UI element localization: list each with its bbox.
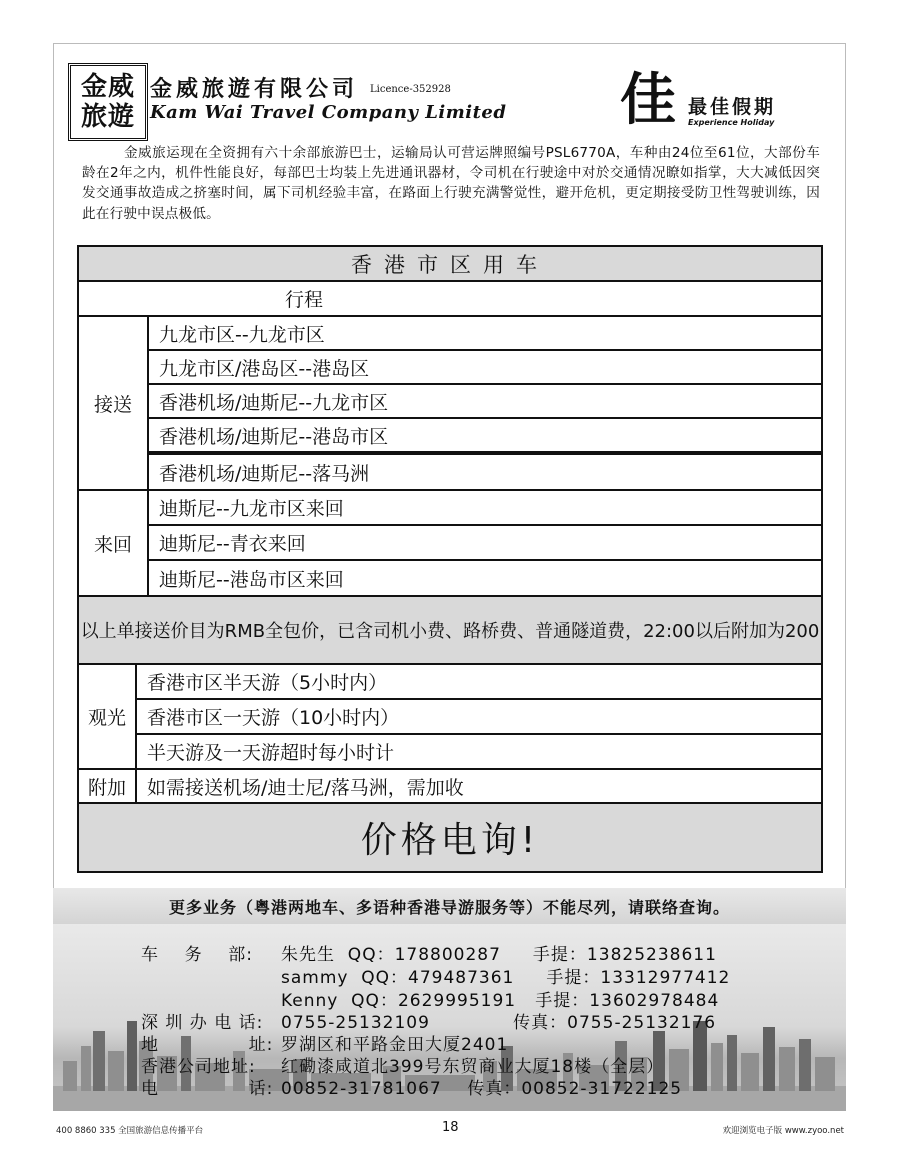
licence-number: Licence-352928 (370, 84, 451, 95)
list-item: 迪斯尼--青衣来回 (147, 524, 823, 561)
list-item: 九龙市区--九龙市区 (147, 315, 823, 351)
fleet-contact-2: sammy QQ：479487361 手提：13312977412 (281, 968, 731, 988)
company-logo (68, 63, 148, 141)
page-number: 18 (442, 1120, 459, 1135)
hk-address-label: 香港公司地址: (141, 1057, 256, 1077)
service-table (77, 245, 823, 873)
category-transfer: 接送 (77, 315, 149, 491)
contact-block (53, 924, 846, 1111)
intro-paragraph: 金威旅运现在全资拥有六十余部旅游巴士，运输局认可营运牌照编号PSL6770A，车种由24位至61位，大部份车龄在2年之内，机件性能良好，每部巴士均装上先进通讯器材，令司机在行驶途中对於交通情况瞭如指掌，大大减低因突发交通事故造成之挤塞时间，属下司机经验丰富，在路面上行驶充满警觉性，避开危机，更定期接受防卫性驾驶训练，因此在行驶中误点极低。 (82, 145, 820, 222)
brand-character: 佳 (620, 67, 676, 133)
category-extra: 附加 (77, 768, 137, 804)
address-label: 地 址: (141, 1035, 274, 1055)
footer-right: 欢迎浏览电子版 www.zyoo.net (722, 1126, 844, 1136)
company-name-en: Kam Wai Travel Company Limited (150, 102, 507, 123)
list-item: 香港机场/迪斯尼--落马洲 (147, 453, 823, 491)
slogan-cn: 最佳假期 (688, 96, 777, 118)
fleet-dept-label: 车 务 部: (141, 945, 253, 965)
price-note: 以上单接送价目为RMB全包价，已含司机小费、路桥费、普通隧道费，22:00以后附加为200 (77, 595, 823, 665)
logo-line-2: 旅遊 (80, 102, 135, 132)
list-item: 九龙市区/港岛区--港岛区 (147, 349, 823, 385)
list-item: 半天游及一天游超时每小时计 (135, 733, 823, 770)
slogan-en: Experience Holiday (688, 118, 775, 127)
route-header: 行程 (77, 280, 823, 317)
list-item: 香港市区一天游（10小时内） (135, 698, 823, 735)
list-item: 香港机场/迪斯尼--九龙市区 (147, 383, 823, 419)
logo-line-1: 金威 (80, 72, 135, 102)
list-item: 香港机场/迪斯尼--港岛市区 (147, 417, 823, 453)
hk-address-value: 红磡漆咸道北399号东贸商业大厦18楼（全层） (281, 1057, 665, 1077)
list-item: 如需接送机场/迪士尼/落马洲，需加收 (135, 768, 823, 804)
sz-office-phone: 0755-25132109 传真：0755-25132176 (281, 1013, 717, 1033)
table-title: 香港市区用车 (77, 245, 823, 282)
more-services-banner: 更多业务（粤港两地车、多语种香港导游服务等）不能尽列，请联络查询。 (53, 888, 846, 924)
fleet-contact-1: 朱先生 QQ：178800287 手提：13825238611 (281, 945, 717, 965)
list-item: 迪斯尼--港岛市区来回 (147, 559, 823, 597)
category-roundtrip: 来回 (77, 489, 149, 597)
phone-value: 00852-31781067 传真：00852-31722125 (281, 1079, 683, 1099)
phone-label: 电 话: (141, 1079, 274, 1099)
list-item: 迪斯尼--九龙市区来回 (147, 489, 823, 526)
list-item: 香港市区半天游（5小时内） (135, 663, 823, 700)
price-inquiry: 价格电询! (77, 802, 823, 873)
fleet-contact-3: Kenny QQ：2629995191 手提：13602978484 (281, 991, 720, 1011)
footer-left: 400 8860 335 全国旅游信息传播平台 (56, 1126, 204, 1136)
sz-office-label: 深 圳 办 电 话: (141, 1013, 264, 1033)
address-value: 罗湖区和平路金田大厦2401 (281, 1035, 509, 1055)
company-name-cn: 金威旅遊有限公司 (150, 76, 359, 102)
category-sightseeing: 观光 (77, 663, 137, 770)
